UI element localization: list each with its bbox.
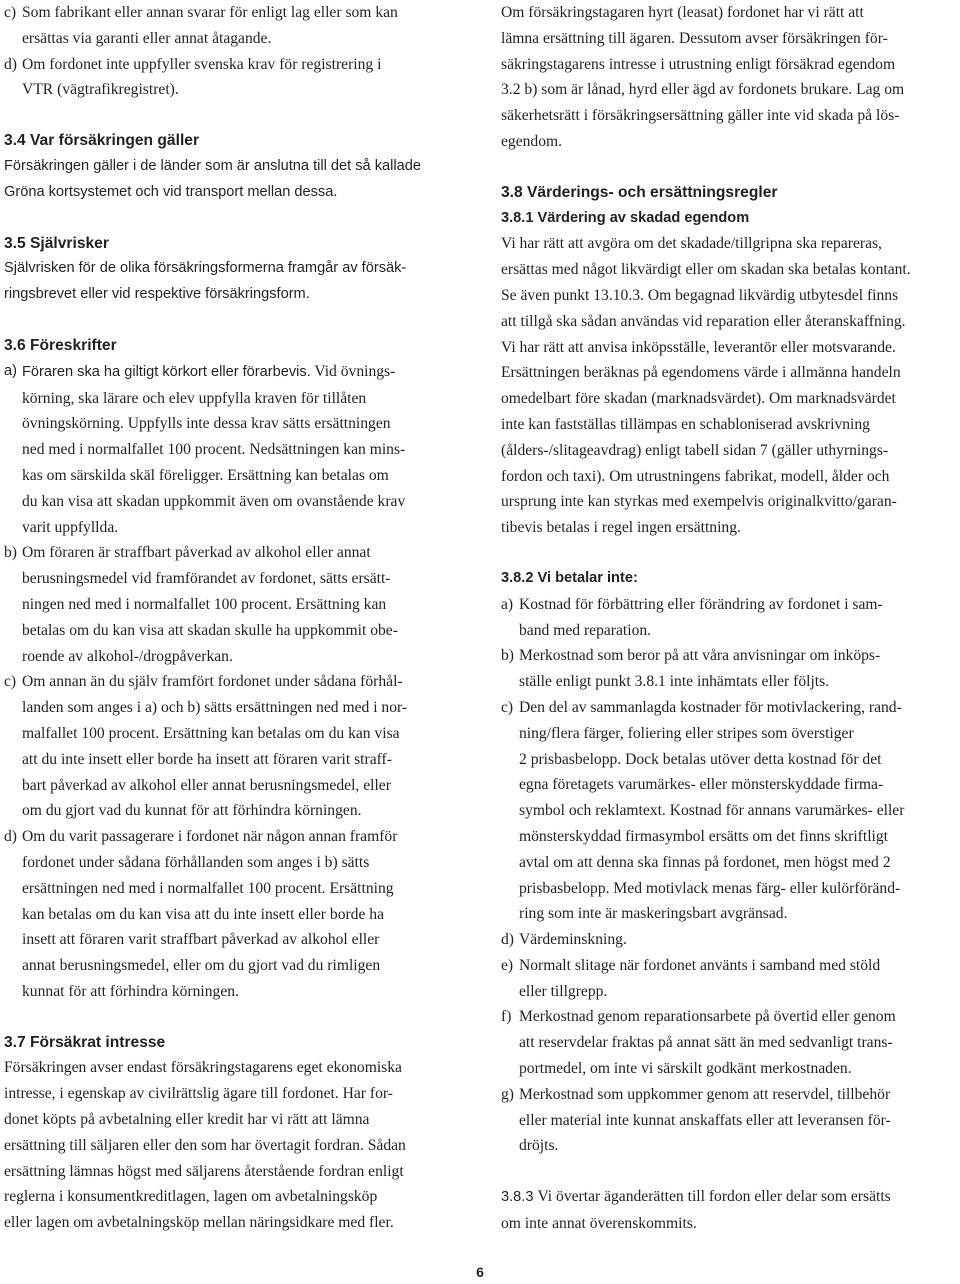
list-item-text: Om fordonet inte uppfyller svenska krav för registrering i VTR (vägtrafikregistret).	[22, 55, 382, 99]
list-marker: e)	[501, 956, 514, 974]
list-item-lead: Föraren ska ha giltigt körkort eller förarbevis.	[22, 363, 311, 380]
list-item	[4, 669, 466, 824]
list-item-text: Merkostnad genom reparationsarbete på övertid eller genom att reservdelar fraktas på annat sätt än med sedvanligt trans- portmedel, om inte vi särskilt godkänt merkostnaden.	[519, 1008, 896, 1078]
list-item	[501, 643, 959, 695]
section-text: Försäkringen avser endast försäkringstagarens eget ekonomiska intresse, i egenskap av civilrättslig ägare till fordonet. Har for- donet köpts på avbetalning eller kredit har vi rätt att lämna ersättning till säljaren eller den som har övertagit fordran. Sådan ersättning lämnas högst med säljarens återstående fordran enligt reglerna i konsumentkreditlagen, lagen om avbetalningsköp eller lagen om avbetalningsköp mellan näringsidkare med fler.	[4, 1059, 406, 1232]
section-heading: 3.5 Självrisker	[4, 234, 109, 252]
list-item	[4, 359, 466, 541]
list-marker: b)	[501, 647, 514, 665]
section-text: Vi övertar äganderätten till fordon eller delar som ersätts om inte annat överenskommits.	[501, 1188, 891, 1233]
list-marker: g)	[501, 1085, 514, 1103]
list-item-text: Normalt slitage när fordonet använts i samband med stöld eller tillgrepp.	[519, 956, 881, 1000]
list-item	[4, 824, 466, 1005]
list-marker: d)	[4, 55, 17, 73]
subsection-heading: 3.8.1 Värdering av skadad egendom	[501, 209, 750, 226]
section-heading: 3.6 Föreskrifter	[4, 336, 117, 354]
list-item-text: Om du varit passagerare i fordonet när någon annan framför fordonet under sådana förhållanden som anges i b) sätts ersättningen ned med i normalfallet 100 procent. Ersättning kan betalas om du kan visa att du inte insett eller borde ha insett att föraren varit straffbart påverkad av alkohol eller annat berusningsmedel, eller om du gjort vad du rimligen kunnat för att förhindra körningen.	[22, 828, 398, 1000]
list-item	[501, 695, 959, 927]
list-item-text: Merkostnad som uppkommer genom att reservdel, tillbehör eller material inte kunnat anskaffats eller att leveransen för- dröjts.	[519, 1085, 891, 1155]
list-item	[4, 0, 466, 52]
list-item	[501, 592, 959, 644]
list-item-text: Om annan än du själv framfört fordonet under sådana förhål- landen som anges i a) och b) sätts ersättningen ned med i nor- malfallet 100 procent. Ersättning kan betalas om du kan visa att du inte insett eller borde ha insett att föraren varit straff- bart påverkad av alkohol eller annat berusningsmedel, eller om du gjort vad du kunnat för att förhindra körningen.	[22, 673, 408, 820]
list-item	[501, 1082, 959, 1159]
list-item	[4, 52, 466, 104]
section-text: Om försäkringstagaren hyrt (leasat) fordonet har vi rätt att lämna ersättning till ägaren. Dessutom avser försäkringen för- säkringstagarens intresse i utrustning enligt försäkrad egendom 3.2 b) som är lånad, hyrd eller ägd av fordonets brukare. Lag om säkerhetsrätt i försäkringsersättning gäller inte vid skada på lös- egendom.	[501, 4, 905, 150]
list-marker: d)	[4, 828, 17, 846]
right-column	[501, 0, 959, 1237]
list-item	[501, 953, 959, 1005]
section-heading: 3.8 Värderings- och ersättningsregler	[501, 183, 778, 201]
section-text: Vi har rätt att avgöra om det skadade/tillgripna ska repareras, ersättas med något likvärdigt eller om skadan ska betalas kontant. Se även punkt 13.10.3. Om begagnad likvärdig utbytesdel finns att tillgå ska sådan användas vid reparation eller återanskaffning. Vi har rätt att anvisa inköpsställe, leverantör eller motsvarande. Ersättningen beräknas på egendomens värde i allmänna handeln omedelbart före skadan (marknadsvärdet). Om marknadsvärdet inte kan fastställas tillämpas en schabloniserad avskrivning (ålders-/slitageavdrag) enligt tabell sidan 7 (gäller uthyrnings- fordon och taxi). Om utrustningens fabrikat, modell, ålder och ursprung inte kan styrkas med exempelvis originalkvitto/garan- tibevis betalas i regel ingen ersättning.	[501, 235, 911, 537]
list-item-text: Vid övnings- körning, ska lärare och elev uppfylla kraven för tillåten övningskörning. Uppfylls inte dessa krav sätts ersättningen ned med i normalfallet 100 procent. Nedsättningen kan mins- kas om särskilda skäl föreligger. Ersättning kan betalas om du kan visa att skadan uppkommit även om ovanstående krav varit uppfyllda.	[22, 362, 406, 536]
list-marker: d)	[501, 931, 514, 949]
left-column	[4, 0, 466, 1236]
subsection-paragraph	[501, 1184, 959, 1237]
list-marker: f)	[501, 1008, 512, 1026]
list-marker: a)	[501, 595, 514, 613]
list-item-text: Den del av sammanlagda kostnader för motivlackering, rand- ning/flera färger, foliering eller stripes som överstiger 2 prisbasbelopp. Dock betalas utöver detta kostnad för det egna företagets varumärkes- eller mönsterskyddade firma- symbol och reklamtext. Kostnad för annans varumärkes- eller mönsterskyddad firmasymbol ersätts om det finns skriftligt avtal om att denna ska finnas på fordonet, men högst med 2 prisbasbelopp. Med motivlack menas färg- eller kulörföränd- ring som inte är maskeringsbart avgränsad.	[519, 698, 905, 923]
section-heading: 3.7 Försäkrat intresse	[4, 1033, 166, 1051]
list-marker: c)	[4, 673, 17, 691]
subsection-number: 3.8.3	[501, 1189, 534, 1206]
page-number: 6	[476, 1264, 484, 1280]
list-item	[501, 927, 959, 953]
section-heading: 3.4 Var försäkringen gäller	[4, 132, 200, 150]
list-item-text: Som fabrikant eller annan svarar för enligt lag eller som kan ersättas via garanti eller annat åtagande.	[22, 4, 398, 47]
list-marker: c)	[501, 698, 514, 716]
subsection-heading: 3.8.2 Vi betalar inte:	[501, 569, 638, 586]
list-item	[501, 1004, 959, 1081]
section-text: Försäkringen gäller i de länder som är anslutna till det så kallade Gröna kortsystemet och vid transport mellan dessa.	[4, 157, 421, 200]
list-item-text: Om föraren är straffbart påverkad av alkohol eller annat berusningsmedel vid framförandet av fordonet, sätts ersätt- ningen ned med i normalfallet 100 procent. Ersättning kan betalas om du kan visa att skadan skulle ha uppkommit obe- roende av alkohol-/drogpåverkan.	[22, 544, 398, 665]
list-item-text: Merkostnad som beror på att våra anvisningar om inköps- ställe enligt punkt 3.8.1 inte inhämtats eller följts.	[519, 647, 881, 691]
list-item-text: Värdeminskning.	[519, 931, 627, 949]
list-item-text: Kostnad för förbättring eller förändring av fordonet i sam- band med reparation.	[519, 595, 883, 639]
section-text: Självrisken för de olika försäkringsformerna framgår av försäk- ringsbrevet eller vid respektive försäkringsform.	[4, 260, 407, 303]
list-marker: a)	[4, 362, 17, 379]
list-marker: b)	[4, 544, 17, 562]
list-item	[4, 540, 466, 669]
list-marker: c)	[4, 4, 17, 21]
